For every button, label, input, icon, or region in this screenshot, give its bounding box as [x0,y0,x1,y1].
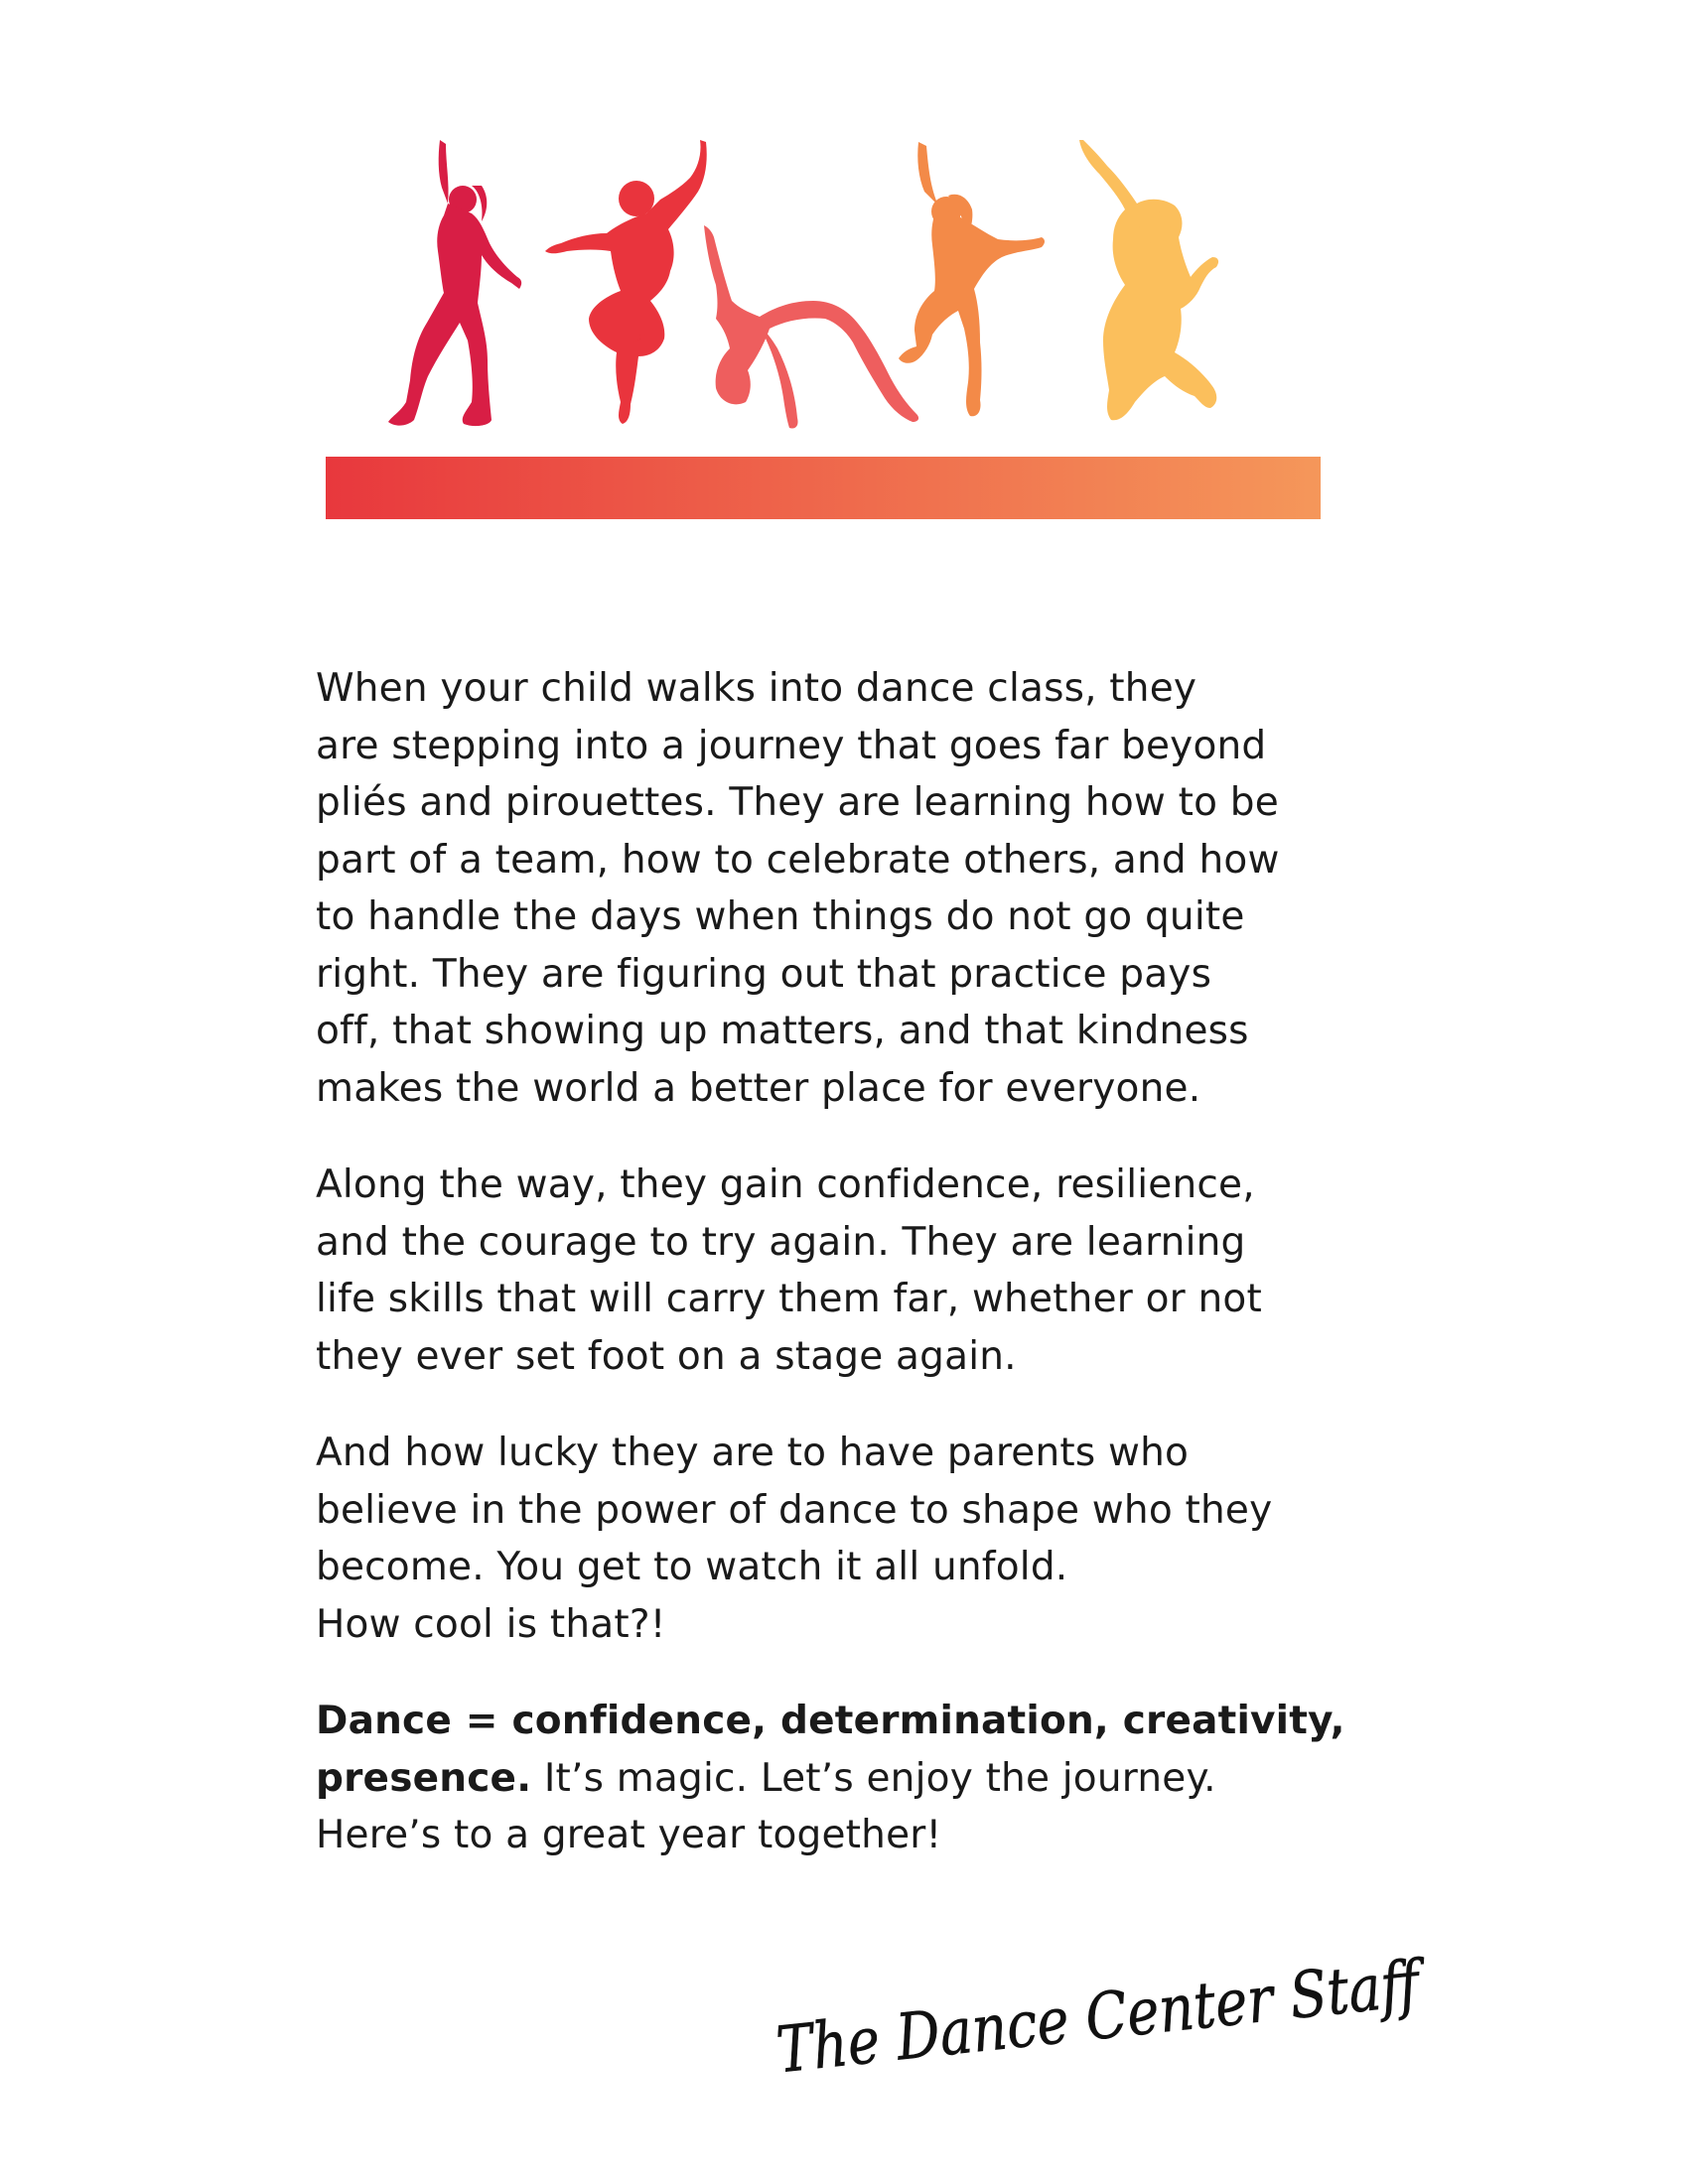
text-line: And how lucky they are to have parents who [316,1431,1190,1475]
paragraph-2 [316,1157,1428,1385]
signature [765,1921,1534,2089]
text-line: How cool is that?! [316,1601,666,1647]
floor-bar [326,457,1321,519]
text-line: to handle the days when things do not go quite [316,894,1245,939]
closing-line-2-rest: It’s magic. Let’s enjoy the journey. [531,1755,1216,1801]
text-line: right. They are figuring out that practice pays [316,951,1212,997]
closing-line-3: Here’s to a great year together! [316,1813,942,1857]
signature-text: The Dance Center Staff [773,1935,1534,2089]
text-line: life skills that will carry them far, whether or not [316,1277,1262,1321]
closing-line-1 [316,1693,1428,1750]
dancers-banner [323,134,1326,521]
paragraph-3 [316,1425,1428,1653]
dancer-silhouette-icon [899,142,1045,416]
text-line: When your child walks into dance class, they [316,666,1197,711]
closing-bold-line-2: presence. [316,1755,532,1801]
text-line: believe in the power of dance to shape who they [316,1487,1273,1533]
paragraph-1 [316,660,1428,1117]
closing-line-2 [316,1750,1428,1808]
dancer-silhouette-icon [1079,140,1218,420]
dancer-silhouette-icon [704,225,918,429]
text-line: and the courage to try again. They are learning [316,1219,1246,1265]
text-line: part of a team, how to celebrate others, and how [316,837,1280,883]
dancer-silhouette-icon [388,140,521,426]
text-line: pliés and pirouettes. They are learning how to be [316,780,1279,825]
text-line: they ever set foot on a stage again. [316,1333,1017,1379]
dancer-silhouette-icon [545,140,707,424]
letter-body [316,660,1428,1904]
text-line: are stepping into a journey that goes far beyond [316,723,1267,768]
closing-bold-line-1: Dance = confidence, determination, creativity, [316,1699,1345,1743]
text-line: become. You get to watch it all unfold. [316,1545,1068,1589]
closing-paragraph [316,1693,1428,1864]
text-line: makes the world a better place for everyone. [316,1065,1201,1111]
text-line: Along the way, they gain confidence, resilience, [316,1162,1255,1207]
text-line: off, that showing up matters, and that kindness [316,1009,1249,1053]
